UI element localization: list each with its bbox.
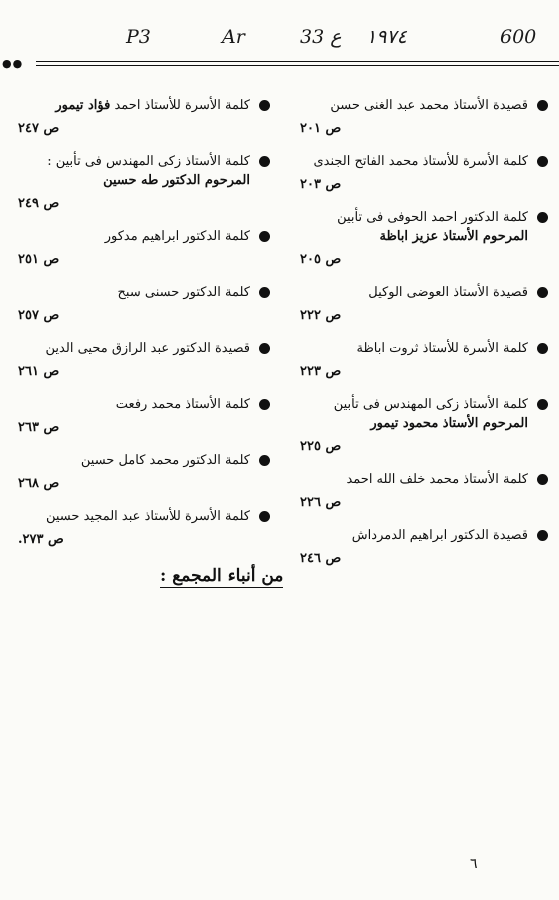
entry-title-bold: فؤاد تيمور — [55, 98, 111, 113]
entry-subject: المرحوم الدكتور طه حسين — [103, 173, 250, 188]
entry-subject: المرحوم الأستاذ محمود تيمور — [370, 416, 528, 431]
bullet-icon — [537, 474, 548, 485]
bullet-icon — [259, 100, 270, 111]
entry-title: كلمة الأسرة للأستاذ ثروت اباظة — [356, 341, 528, 356]
list-item — [300, 339, 548, 381]
entry-title: قصيدة الأستاذ العوضى الوكيل — [368, 285, 528, 300]
entry-page: ص ٢٤٧ — [18, 121, 60, 136]
list-item — [18, 339, 270, 381]
entry-page: ص ٢٤٩ — [18, 196, 60, 211]
entry-page: ص ٢٦٣ — [18, 420, 60, 435]
handwritten-note-5: 600 — [500, 26, 537, 48]
handwritten-note-1: P3 — [126, 26, 151, 48]
bullet-icon — [259, 343, 270, 354]
list-item — [18, 283, 270, 325]
entry-page: ص ٢٢٣ — [300, 364, 342, 379]
entry-title: كلمة الأستاذ محمد رفعت — [115, 397, 250, 412]
section-heading: من أنباء المجمع : — [160, 566, 284, 586]
rule-dots-decoration: ●● — [2, 57, 24, 70]
bullet-icon — [537, 287, 548, 298]
list-item — [18, 507, 270, 549]
entry-page: ص ٢٤٦ — [300, 551, 342, 566]
handwritten-header — [0, 18, 559, 58]
entry-title: كلمة الأسرة للأستاذ محمد الفاتح الجندى — [313, 154, 528, 169]
list-item — [18, 395, 270, 437]
entry-title: كلمة الأستاذ زكى المهندس فى تأبين : — [47, 154, 250, 169]
entry-page: ص ٢٦٨ — [18, 476, 60, 491]
entry-title — [18, 96, 250, 115]
header-rule — [0, 58, 559, 70]
entry-page: ص ٢٢٢ — [300, 308, 342, 323]
entry-title: قصيدة الدكتور عبد الرازق محيى الدين — [45, 341, 250, 356]
entry-title: كلمة الدكتور حسنى سبح — [117, 285, 250, 300]
entry-page: ص ٢٧٣. — [18, 532, 64, 547]
entry-title: كلمة الأستاذ محمد خلف الله احمد — [346, 472, 528, 487]
entry-title: قصيدة الدكتور ابراهيم الدمرداش — [351, 528, 528, 543]
bullet-icon — [537, 530, 548, 541]
entry-title: كلمة الدكتور محمد كامل حسين — [80, 453, 250, 468]
entry-subject: المرحوم الأستاذ عزيز اباظة — [379, 229, 528, 244]
handwritten-note-4: ١٩٧٤ — [366, 26, 407, 48]
list-item — [18, 451, 270, 493]
entry-title: قصيدة الأستاذ محمد عبد الغنى حسن — [330, 98, 528, 113]
entry-page: ص ٢٥١ — [18, 252, 60, 267]
rule-line-bottom — [36, 65, 559, 66]
bullet-icon — [259, 511, 270, 522]
entry-page: ص ٢٠٥ — [300, 252, 342, 267]
bullet-icon — [259, 156, 270, 167]
entry-title: كلمة الدكتور ابراهيم مدكور — [104, 229, 250, 244]
list-item — [300, 283, 548, 325]
bullet-icon — [537, 399, 548, 410]
contents-column-left — [18, 96, 270, 563]
list-item — [300, 526, 548, 568]
list-item — [300, 470, 548, 512]
entry-page: ص ٢٥٧ — [18, 308, 60, 323]
entry-page: ص ٢٦١ — [18, 364, 60, 379]
entry-page: ص ٢٢٥ — [300, 439, 342, 454]
bullet-icon — [537, 343, 548, 354]
entry-title: كلمة الدكتور احمد الحوفى فى تأبين — [337, 210, 528, 225]
list-item — [300, 208, 548, 269]
bullet-icon — [259, 287, 270, 298]
bullet-icon — [259, 399, 270, 410]
handwritten-note-2: Ar — [222, 26, 245, 48]
list-item — [18, 152, 270, 213]
list-item — [300, 96, 548, 138]
bullet-icon — [259, 231, 270, 242]
contents-column-right — [300, 96, 548, 582]
entry-page: ص ٢٠٣ — [300, 177, 342, 192]
rule-line-top — [36, 61, 559, 62]
list-item — [300, 395, 548, 456]
list-item — [300, 152, 548, 194]
entry-title: كلمة الأسرة للأستاذ عبد المجيد حسين — [45, 509, 250, 524]
entry-title: كلمة الأستاذ زكى المهندس فى تأبين — [333, 397, 528, 412]
entry-page: ص ٢٢٦ — [300, 495, 342, 510]
bullet-icon — [259, 455, 270, 466]
entry-page: ص ٢٠١ — [300, 121, 342, 136]
list-item — [18, 96, 270, 138]
handwritten-note-3: 33 ع — [300, 26, 342, 48]
entry-title-plain: كلمة الأسرة للأستاذ احمد — [114, 98, 250, 113]
list-item — [18, 227, 270, 269]
page-number: ٦ — [470, 856, 478, 872]
bullet-icon — [537, 212, 548, 223]
bullet-icon — [537, 156, 548, 167]
bullet-icon — [537, 100, 548, 111]
